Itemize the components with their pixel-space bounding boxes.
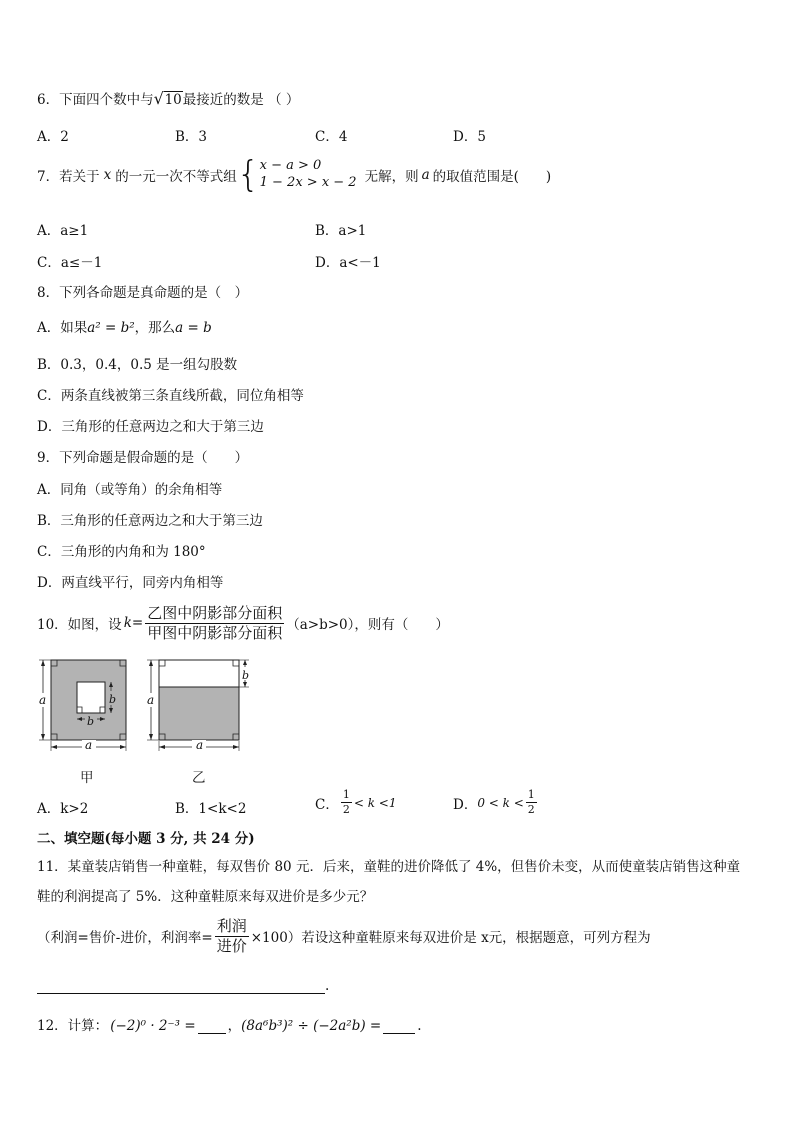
fig1-label-a-vertical: a: [39, 693, 47, 707]
q7-option-d[interactable]: D．a<－1: [315, 255, 381, 271]
q7-option-b[interactable]: B．a>1: [315, 223, 367, 239]
q11-answer-line[interactable]: [37, 977, 329, 994]
q10-ratio-fraction: [145, 605, 284, 641]
q10-opt-d-den: 2: [527, 803, 535, 817]
q12-blank-2[interactable]: [383, 1019, 415, 1034]
inequality-1: x − a > 0: [259, 158, 322, 174]
fig2-label-a-horizontal: a: [196, 738, 204, 752]
q12-end-period: .: [417, 1018, 422, 1034]
q12-blank-1[interactable]: [198, 1019, 226, 1034]
q8-opt-a-mid: ，那么: [134, 320, 176, 336]
q11-rate-fraction: [215, 918, 249, 954]
q8-opt-a-math2: a = b: [175, 320, 212, 336]
q11-line2: 鞋的利润提高了 5%．这种童鞋原来每双进价是多少元？: [37, 889, 374, 905]
fig2-caption: 乙: [192, 770, 206, 786]
q10-denominator: 甲图中阴影部分面积: [147, 623, 283, 642]
q8-opt-a-math: a² = b²: [87, 320, 135, 336]
q11-hint-den: 进价: [216, 936, 247, 955]
fig2-label-b-vertical: b: [242, 669, 250, 682]
q6-radicand: 10: [164, 92, 182, 108]
q11-hint-b: ×100）若设这种童鞋原来每双进价是 x元，根据题意，可列方程为: [250, 930, 651, 946]
q10-option-c[interactable]: [315, 789, 397, 816]
q7-stem: [37, 154, 552, 195]
q8-option-c[interactable]: C．两条直线被第三条直线所截，同位角相等: [37, 388, 304, 404]
q10-k-eq: k=: [123, 615, 144, 631]
q12-sep: ，: [227, 1018, 242, 1034]
q11-line1: 11．某童装店销售一种童鞋，每双售价 80 元．后来，童鞋的进价降低了 4%，但售价未变，从而使童装店销售这种童: [37, 859, 741, 875]
q10-option-d[interactable]: [453, 789, 539, 816]
q8-option-d[interactable]: D．三角形的任意两边之和大于第三边: [37, 419, 264, 435]
q10-opt-d-fraction: [526, 789, 537, 816]
q7-option-a[interactable]: A．a≥1: [37, 223, 89, 239]
fig1-caption: 甲: [80, 770, 94, 786]
q10-opt-c-fraction: [341, 789, 352, 816]
q7-text-d: 的取值范围是( ): [432, 169, 552, 185]
q12-stem: [37, 1014, 422, 1034]
q11-hint: [37, 918, 651, 954]
q9-stem: 9．下列命题是假命题的是（ ）: [37, 450, 249, 466]
q10-opt-c-prefix: C．: [315, 796, 339, 813]
q11-hint-a: （利润=售价-进价，利润率=: [37, 930, 213, 946]
q11-hint-num: 利润: [216, 917, 247, 935]
fig1-label-b-vertical: b: [109, 693, 117, 706]
q10-opt-c-tail: < k <1: [353, 795, 397, 810]
q10-option-b[interactable]: B．1<k<2: [175, 801, 247, 817]
q10-condition: （a>b>0），则有（ ）: [286, 617, 449, 633]
q9-option-c[interactable]: C．三角形的内角和为 180°: [37, 544, 206, 560]
q7-var-x: x: [103, 167, 112, 183]
q7-text-a: 7．若关于: [37, 169, 100, 185]
q6-option-c[interactable]: C．4: [315, 129, 348, 145]
fig2-label-a-vertical: a: [147, 693, 155, 707]
q8-option-a[interactable]: [37, 316, 212, 336]
sqrt-symbol: √ 10: [153, 89, 182, 108]
q7-text-c: 无解，则: [364, 169, 419, 185]
q10-numerator: 乙图中阴影部分面积: [147, 604, 283, 622]
q10-opt-d-head: 0 < k <: [477, 795, 524, 810]
q8-stem: 8．下列各命题是真命题的是（ ）: [37, 285, 249, 301]
q8-opt-a-prefix: A．如果: [37, 320, 88, 336]
q12-prefix: 12．计算：: [37, 1018, 109, 1034]
q6-stem-text: 6．下面四个数中与: [37, 92, 154, 108]
inequality-system: [260, 158, 357, 192]
q10-opt-c-den: 2: [342, 803, 350, 817]
q7-option-c[interactable]: C．a≤－1: [37, 255, 103, 271]
q12-expr1: (−2)⁰ · 2⁻³ =: [110, 1018, 196, 1034]
q10-text-a: 10．如图，设: [37, 617, 122, 633]
q6-option-b[interactable]: B．3: [175, 129, 208, 145]
q12-expr2: (8a⁶b³)² ÷ (−2a²b) =: [241, 1018, 382, 1034]
section-title: 二、填空题(每小题 3 分, 共 24 分): [37, 831, 255, 847]
q9-option-b[interactable]: B．三角形的任意两边之和大于第三边: [37, 513, 263, 529]
figure-jia: [37, 660, 126, 753]
q10-opt-d-num: 1: [526, 789, 537, 803]
q10-stem: [37, 605, 449, 641]
inequality-2: 1 − 2x > x − 2: [259, 175, 357, 190]
q10-option-a[interactable]: A．k>2: [37, 801, 89, 817]
left-brace-icon: {: [236, 154, 260, 195]
fig1-label-b-horizontal: b: [87, 715, 95, 728]
q10-opt-d-prefix: D．: [453, 796, 478, 813]
q10-figures: [34, 655, 254, 785]
q7-var-a: a: [421, 167, 430, 183]
q9-option-d[interactable]: D．两直线平行，同旁内角相等: [37, 575, 224, 591]
q11-end-period: .: [325, 978, 330, 994]
q11-answer-blank[interactable]: [37, 977, 325, 994]
q6-option-d[interactable]: D．5: [453, 129, 486, 145]
q10-opt-c-num: 1: [341, 789, 352, 803]
q9-option-a[interactable]: A．同角（或等角）的余角相等: [37, 482, 223, 498]
q7-text-b: 的一元一次不等式组: [115, 169, 237, 185]
fig1-label-a-horizontal: a: [85, 738, 93, 752]
q6-option-a[interactable]: A．2: [37, 129, 69, 145]
q6-stem: [37, 88, 299, 108]
q8-option-b[interactable]: B．0.3，0.4，0.5 是一组勾股数: [37, 357, 238, 373]
q6-stem-text-b: 最接近的数是 （ ）: [182, 92, 300, 108]
